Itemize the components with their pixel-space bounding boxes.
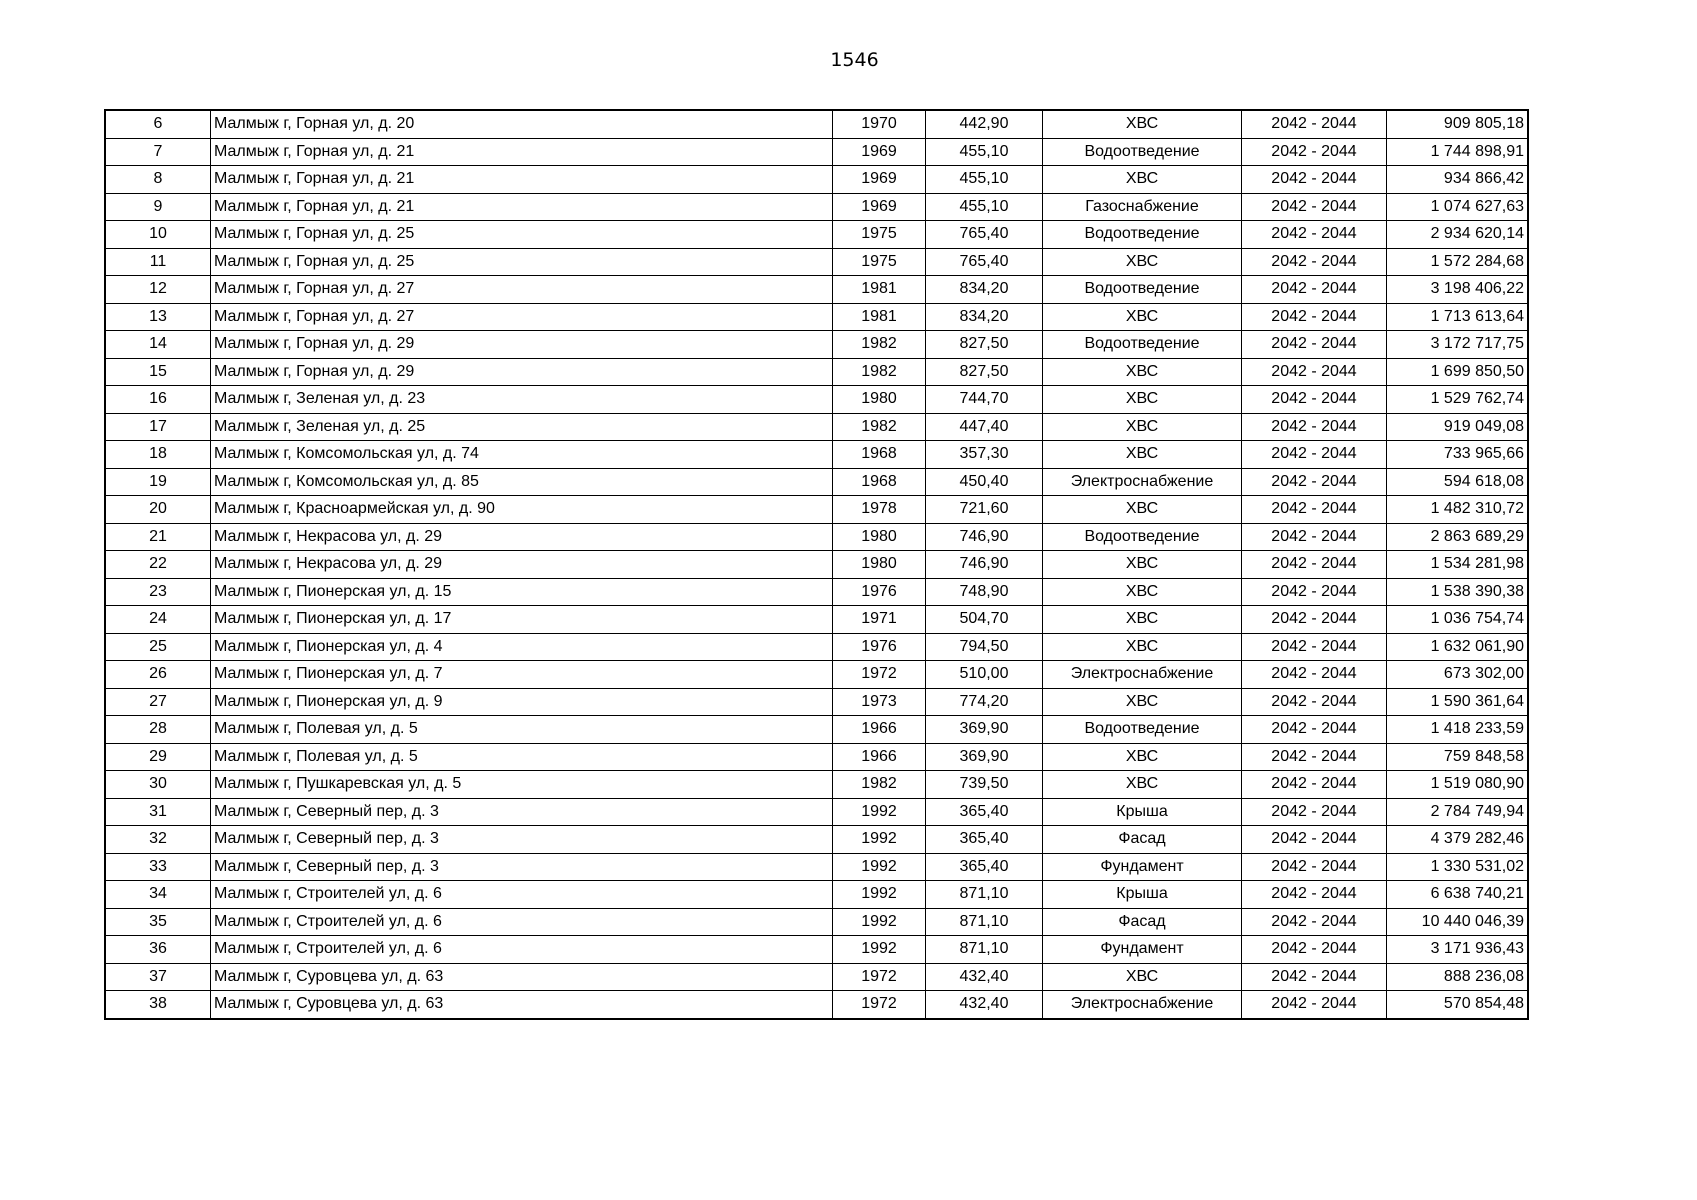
build-year-cell: 1976	[833, 578, 926, 606]
area-cell: 746,90	[926, 523, 1043, 551]
table-row	[105, 358, 1528, 386]
table-row	[105, 963, 1528, 991]
work-type-cell: Водоотведение	[1043, 276, 1242, 304]
row-number-cell: 31	[105, 798, 211, 826]
build-year-cell: 1992	[833, 798, 926, 826]
work-type-cell: ХВС	[1043, 688, 1242, 716]
table-row	[105, 110, 1528, 138]
table-row	[105, 441, 1528, 469]
repair-schedule-table	[104, 109, 1529, 1020]
cost-cell: 888 236,08	[1387, 963, 1529, 991]
work-type-cell: ХВС	[1043, 578, 1242, 606]
area-cell: 365,40	[926, 826, 1043, 854]
build-year-cell: 1972	[833, 963, 926, 991]
cost-cell: 1 529 762,74	[1387, 386, 1529, 414]
area-cell: 746,90	[926, 551, 1043, 579]
period-cell: 2042 - 2044	[1242, 276, 1387, 304]
area-cell: 744,70	[926, 386, 1043, 414]
build-year-cell: 1966	[833, 716, 926, 744]
period-cell: 2042 - 2044	[1242, 606, 1387, 634]
period-cell: 2042 - 2044	[1242, 221, 1387, 249]
address-cell: Малмыж г, Пионерская ул, д. 15	[211, 578, 833, 606]
area-cell: 369,90	[926, 716, 1043, 744]
address-cell: Малмыж г, Северный пер, д. 3	[211, 798, 833, 826]
area-cell: 827,50	[926, 331, 1043, 359]
row-number-cell: 33	[105, 853, 211, 881]
period-cell: 2042 - 2044	[1242, 908, 1387, 936]
row-number-cell: 17	[105, 413, 211, 441]
work-type-cell: ХВС	[1043, 248, 1242, 276]
cost-cell: 1 699 850,50	[1387, 358, 1529, 386]
area-cell: 432,40	[926, 991, 1043, 1019]
work-type-cell: ХВС	[1043, 358, 1242, 386]
table-row	[105, 661, 1528, 689]
cost-cell: 3 171 936,43	[1387, 936, 1529, 964]
address-cell: Малмыж г, Горная ул, д. 29	[211, 331, 833, 359]
build-year-cell: 1970	[833, 110, 926, 138]
work-type-cell: Фасад	[1043, 826, 1242, 854]
cost-cell: 1 330 531,02	[1387, 853, 1529, 881]
table-row	[105, 606, 1528, 634]
row-number-cell: 23	[105, 578, 211, 606]
address-cell: Малмыж г, Полевая ул, д. 5	[211, 716, 833, 744]
row-number-cell: 28	[105, 716, 211, 744]
period-cell: 2042 - 2044	[1242, 303, 1387, 331]
cost-cell: 594 618,08	[1387, 468, 1529, 496]
address-cell: Малмыж г, Горная ул, д. 20	[211, 110, 833, 138]
area-cell: 365,40	[926, 853, 1043, 881]
period-cell: 2042 - 2044	[1242, 468, 1387, 496]
period-cell: 2042 - 2044	[1242, 551, 1387, 579]
address-cell: Малмыж г, Полевая ул, д. 5	[211, 743, 833, 771]
address-cell: Малмыж г, Некрасова ул, д. 29	[211, 523, 833, 551]
work-type-cell: ХВС	[1043, 413, 1242, 441]
area-cell: 871,10	[926, 908, 1043, 936]
build-year-cell: 1969	[833, 193, 926, 221]
address-cell: Малмыж г, Пушкаревская ул, д. 5	[211, 771, 833, 799]
row-number-cell: 19	[105, 468, 211, 496]
table-row	[105, 551, 1528, 579]
table-row	[105, 936, 1528, 964]
area-cell: 721,60	[926, 496, 1043, 524]
row-number-cell: 6	[105, 110, 211, 138]
period-cell: 2042 - 2044	[1242, 331, 1387, 359]
cost-cell: 3 198 406,22	[1387, 276, 1529, 304]
area-cell: 447,40	[926, 413, 1043, 441]
table-row	[105, 468, 1528, 496]
cost-cell: 1 744 898,91	[1387, 138, 1529, 166]
row-number-cell: 30	[105, 771, 211, 799]
cost-cell: 4 379 282,46	[1387, 826, 1529, 854]
table-row	[105, 248, 1528, 276]
cost-cell: 1 590 361,64	[1387, 688, 1529, 716]
area-cell: 450,40	[926, 468, 1043, 496]
address-cell: Малмыж г, Горная ул, д. 29	[211, 358, 833, 386]
row-number-cell: 36	[105, 936, 211, 964]
period-cell: 2042 - 2044	[1242, 826, 1387, 854]
work-type-cell: Крыша	[1043, 798, 1242, 826]
build-year-cell: 1992	[833, 853, 926, 881]
cost-cell: 733 965,66	[1387, 441, 1529, 469]
build-year-cell: 1971	[833, 606, 926, 634]
build-year-cell: 1982	[833, 358, 926, 386]
address-cell: Малмыж г, Суровцева ул, д. 63	[211, 963, 833, 991]
period-cell: 2042 - 2044	[1242, 578, 1387, 606]
build-year-cell: 1981	[833, 303, 926, 331]
address-cell: Малмыж г, Строителей ул, д. 6	[211, 936, 833, 964]
period-cell: 2042 - 2044	[1242, 936, 1387, 964]
build-year-cell: 1966	[833, 743, 926, 771]
work-type-cell: Крыша	[1043, 881, 1242, 909]
cost-cell: 1 036 754,74	[1387, 606, 1529, 634]
cost-cell: 1 713 613,64	[1387, 303, 1529, 331]
row-number-cell: 10	[105, 221, 211, 249]
row-number-cell: 14	[105, 331, 211, 359]
address-cell: Малмыж г, Горная ул, д. 27	[211, 276, 833, 304]
area-cell: 504,70	[926, 606, 1043, 634]
table-row	[105, 386, 1528, 414]
build-year-cell: 1992	[833, 881, 926, 909]
work-type-cell: ХВС	[1043, 743, 1242, 771]
table-row	[105, 413, 1528, 441]
work-type-cell: ХВС	[1043, 963, 1242, 991]
build-year-cell: 1980	[833, 386, 926, 414]
period-cell: 2042 - 2044	[1242, 853, 1387, 881]
period-cell: 2042 - 2044	[1242, 963, 1387, 991]
area-cell: 748,90	[926, 578, 1043, 606]
build-year-cell: 1980	[833, 523, 926, 551]
work-type-cell: Электроснабжение	[1043, 468, 1242, 496]
work-type-cell: Фундамент	[1043, 936, 1242, 964]
row-number-cell: 25	[105, 633, 211, 661]
row-number-cell: 24	[105, 606, 211, 634]
work-type-cell: Электроснабжение	[1043, 991, 1242, 1019]
build-year-cell: 1978	[833, 496, 926, 524]
row-number-cell: 27	[105, 688, 211, 716]
area-cell: 871,10	[926, 936, 1043, 964]
cost-cell: 2 934 620,14	[1387, 221, 1529, 249]
cost-cell: 919 049,08	[1387, 413, 1529, 441]
build-year-cell: 1973	[833, 688, 926, 716]
address-cell: Малмыж г, Некрасова ул, д. 29	[211, 551, 833, 579]
work-type-cell: ХВС	[1043, 551, 1242, 579]
build-year-cell: 1982	[833, 331, 926, 359]
period-cell: 2042 - 2044	[1242, 193, 1387, 221]
address-cell: Малмыж г, Горная ул, д. 25	[211, 221, 833, 249]
period-cell: 2042 - 2044	[1242, 248, 1387, 276]
work-type-cell: Фундамент	[1043, 853, 1242, 881]
cost-cell: 934 866,42	[1387, 166, 1529, 194]
work-type-cell: ХВС	[1043, 166, 1242, 194]
table-row	[105, 523, 1528, 551]
table-row	[105, 276, 1528, 304]
work-type-cell: ХВС	[1043, 303, 1242, 331]
period-cell: 2042 - 2044	[1242, 661, 1387, 689]
area-cell: 794,50	[926, 633, 1043, 661]
cost-cell: 1 519 080,90	[1387, 771, 1529, 799]
table-row	[105, 991, 1528, 1019]
address-cell: Малмыж г, Красноармейская ул, д. 90	[211, 496, 833, 524]
area-cell: 455,10	[926, 166, 1043, 194]
cost-cell: 673 302,00	[1387, 661, 1529, 689]
work-type-cell: ХВС	[1043, 606, 1242, 634]
cost-cell: 1 572 284,68	[1387, 248, 1529, 276]
build-year-cell: 1975	[833, 221, 926, 249]
cost-cell: 759 848,58	[1387, 743, 1529, 771]
area-cell: 765,40	[926, 221, 1043, 249]
table-row	[105, 221, 1528, 249]
period-cell: 2042 - 2044	[1242, 881, 1387, 909]
table-row	[105, 166, 1528, 194]
address-cell: Малмыж г, Пионерская ул, д. 7	[211, 661, 833, 689]
work-type-cell: Водоотведение	[1043, 331, 1242, 359]
table-row	[105, 688, 1528, 716]
work-type-cell: Газоснабжение	[1043, 193, 1242, 221]
row-number-cell: 35	[105, 908, 211, 936]
period-cell: 2042 - 2044	[1242, 110, 1387, 138]
table-row	[105, 303, 1528, 331]
address-cell: Малмыж г, Зеленая ул, д. 23	[211, 386, 833, 414]
cost-cell: 1 632 061,90	[1387, 633, 1529, 661]
area-cell: 834,20	[926, 276, 1043, 304]
period-cell: 2042 - 2044	[1242, 716, 1387, 744]
cost-cell: 2 784 749,94	[1387, 798, 1529, 826]
table-row	[105, 826, 1528, 854]
period-cell: 2042 - 2044	[1242, 743, 1387, 771]
area-cell: 765,40	[926, 248, 1043, 276]
address-cell: Малмыж г, Северный пер, д. 3	[211, 853, 833, 881]
build-year-cell: 1982	[833, 771, 926, 799]
build-year-cell: 1969	[833, 138, 926, 166]
work-type-cell: Фасад	[1043, 908, 1242, 936]
work-type-cell: ХВС	[1043, 110, 1242, 138]
cost-cell: 2 863 689,29	[1387, 523, 1529, 551]
row-number-cell: 7	[105, 138, 211, 166]
row-number-cell: 37	[105, 963, 211, 991]
address-cell: Малмыж г, Северный пер, д. 3	[211, 826, 833, 854]
table-row	[105, 633, 1528, 661]
build-year-cell: 1992	[833, 826, 926, 854]
work-type-cell: ХВС	[1043, 771, 1242, 799]
build-year-cell: 1992	[833, 908, 926, 936]
table-row	[105, 771, 1528, 799]
build-year-cell: 1976	[833, 633, 926, 661]
build-year-cell: 1968	[833, 441, 926, 469]
period-cell: 2042 - 2044	[1242, 688, 1387, 716]
work-type-cell: ХВС	[1043, 633, 1242, 661]
table-row	[105, 331, 1528, 359]
area-cell: 432,40	[926, 963, 1043, 991]
build-year-cell: 1972	[833, 661, 926, 689]
period-cell: 2042 - 2044	[1242, 386, 1387, 414]
address-cell: Малмыж г, Пионерская ул, д. 9	[211, 688, 833, 716]
table-row	[105, 716, 1528, 744]
period-cell: 2042 - 2044	[1242, 798, 1387, 826]
table-row	[105, 881, 1528, 909]
row-number-cell: 26	[105, 661, 211, 689]
cost-cell: 6 638 740,21	[1387, 881, 1529, 909]
cost-cell: 1 482 310,72	[1387, 496, 1529, 524]
row-number-cell: 32	[105, 826, 211, 854]
row-number-cell: 20	[105, 496, 211, 524]
period-cell: 2042 - 2044	[1242, 441, 1387, 469]
area-cell: 357,30	[926, 441, 1043, 469]
build-year-cell: 1980	[833, 551, 926, 579]
row-number-cell: 13	[105, 303, 211, 331]
build-year-cell: 1969	[833, 166, 926, 194]
cost-cell: 1 538 390,38	[1387, 578, 1529, 606]
table-row	[105, 908, 1528, 936]
period-cell: 2042 - 2044	[1242, 771, 1387, 799]
build-year-cell: 1972	[833, 991, 926, 1019]
period-cell: 2042 - 2044	[1242, 138, 1387, 166]
address-cell: Малмыж г, Горная ул, д. 25	[211, 248, 833, 276]
address-cell: Малмыж г, Комсомольская ул, д. 85	[211, 468, 833, 496]
cost-cell: 570 854,48	[1387, 991, 1529, 1019]
table-row	[105, 853, 1528, 881]
area-cell: 834,20	[926, 303, 1043, 331]
row-number-cell: 11	[105, 248, 211, 276]
area-cell: 365,40	[926, 798, 1043, 826]
table-row	[105, 743, 1528, 771]
area-cell: 455,10	[926, 138, 1043, 166]
row-number-cell: 22	[105, 551, 211, 579]
work-type-cell: Электроснабжение	[1043, 661, 1242, 689]
table-row	[105, 193, 1528, 221]
address-cell: Малмыж г, Пионерская ул, д. 17	[211, 606, 833, 634]
address-cell: Малмыж г, Горная ул, д. 21	[211, 138, 833, 166]
row-number-cell: 9	[105, 193, 211, 221]
period-cell: 2042 - 2044	[1242, 633, 1387, 661]
area-cell: 510,00	[926, 661, 1043, 689]
work-type-cell: Водоотведение	[1043, 523, 1242, 551]
cost-cell: 10 440 046,39	[1387, 908, 1529, 936]
area-cell: 369,90	[926, 743, 1043, 771]
address-cell: Малмыж г, Горная ул, д. 21	[211, 193, 833, 221]
table-row	[105, 138, 1528, 166]
row-number-cell: 38	[105, 991, 211, 1019]
work-type-cell: Водоотведение	[1043, 138, 1242, 166]
table-row	[105, 798, 1528, 826]
build-year-cell: 1982	[833, 413, 926, 441]
build-year-cell: 1992	[833, 936, 926, 964]
address-cell: Малмыж г, Строителей ул, д. 6	[211, 908, 833, 936]
address-cell: Малмыж г, Строителей ул, д. 6	[211, 881, 833, 909]
area-cell: 442,90	[926, 110, 1043, 138]
work-type-cell: ХВС	[1043, 496, 1242, 524]
address-cell: Малмыж г, Горная ул, д. 27	[211, 303, 833, 331]
row-number-cell: 34	[105, 881, 211, 909]
area-cell: 774,20	[926, 688, 1043, 716]
period-cell: 2042 - 2044	[1242, 496, 1387, 524]
address-cell: Малмыж г, Комсомольская ул, д. 74	[211, 441, 833, 469]
build-year-cell: 1968	[833, 468, 926, 496]
cost-cell: 909 805,18	[1387, 110, 1529, 138]
page-number: 1546	[830, 49, 879, 71]
build-year-cell: 1975	[833, 248, 926, 276]
area-cell: 827,50	[926, 358, 1043, 386]
cost-cell: 1 074 627,63	[1387, 193, 1529, 221]
work-type-cell: ХВС	[1043, 441, 1242, 469]
work-type-cell: Водоотведение	[1043, 716, 1242, 744]
work-type-cell: Водоотведение	[1043, 221, 1242, 249]
table-row	[105, 578, 1528, 606]
row-number-cell: 29	[105, 743, 211, 771]
row-number-cell: 16	[105, 386, 211, 414]
period-cell: 2042 - 2044	[1242, 523, 1387, 551]
address-cell: Малмыж г, Пионерская ул, д. 4	[211, 633, 833, 661]
work-type-cell: ХВС	[1043, 386, 1242, 414]
cost-cell: 1 418 233,59	[1387, 716, 1529, 744]
cost-cell: 1 534 281,98	[1387, 551, 1529, 579]
period-cell: 2042 - 2044	[1242, 358, 1387, 386]
cost-cell: 3 172 717,75	[1387, 331, 1529, 359]
period-cell: 2042 - 2044	[1242, 991, 1387, 1019]
area-cell: 455,10	[926, 193, 1043, 221]
row-number-cell: 21	[105, 523, 211, 551]
row-number-cell: 18	[105, 441, 211, 469]
row-number-cell: 12	[105, 276, 211, 304]
area-cell: 871,10	[926, 881, 1043, 909]
address-cell: Малмыж г, Суровцева ул, д. 63	[211, 991, 833, 1019]
address-cell: Малмыж г, Горная ул, д. 21	[211, 166, 833, 194]
row-number-cell: 15	[105, 358, 211, 386]
period-cell: 2042 - 2044	[1242, 413, 1387, 441]
build-year-cell: 1981	[833, 276, 926, 304]
address-cell: Малмыж г, Зеленая ул, д. 25	[211, 413, 833, 441]
table-body	[105, 110, 1528, 1019]
row-number-cell: 8	[105, 166, 211, 194]
area-cell: 739,50	[926, 771, 1043, 799]
period-cell: 2042 - 2044	[1242, 166, 1387, 194]
table-row	[105, 496, 1528, 524]
